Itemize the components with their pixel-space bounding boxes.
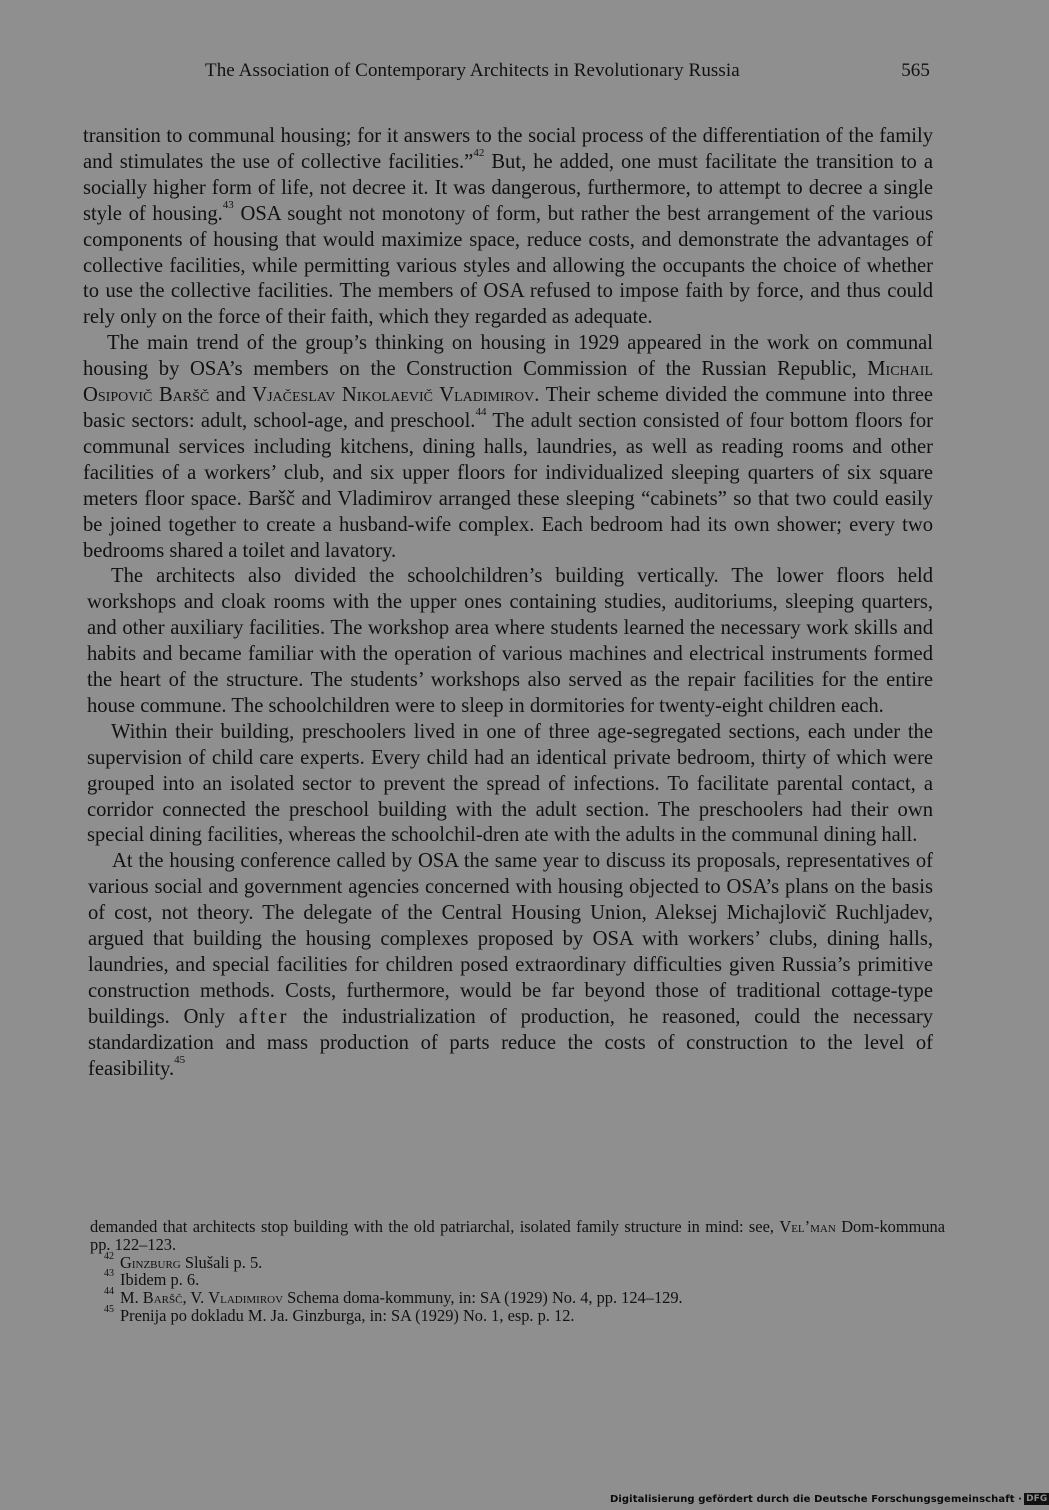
footnote-ref-45: 45 (174, 1053, 186, 1066)
footnote-continued: demanded that architects stop building with the old patriarchal, isolated family structure in mind: see, Vel’man Dom-kommuna pp. 122–123. (90, 1217, 945, 1254)
page-number: 565 (901, 60, 930, 81)
paragraph-1: transition to communal housing; for it answers to the social process of the differentiation of the family and stimulates the use of collective facilities.”$^{42}$ But, he added, one must facilitate the transition to a socially higher form of life, not decree it. It was dangerous, furthermore, to attempt to decree a single style of housing.$^{43}$ OSA sought not monotony of form, but rather the best arrangement of the various components of housing that would maximize space, reduce costs, and demonstrate the advantages of collective facilities, while permitting various styles and allowing the occupants the choice of whether to use the collective facilities. The members of OSA refused to impose faith by force, and thus could rely only on the force of their faith, which they regarded as adequate. (83, 125, 934, 329)
main-text (83, 124, 933, 1083)
footnotes (90, 1218, 945, 1325)
footnote-43: $^{43}$ Ibidem p. 6. (104, 1268, 200, 1290)
footnote-42: $^{42}$ Ginzburg Slušali p. 5. (104, 1250, 263, 1272)
paragraph-4: Within their building, preschoolers lived in one of three age-segregated sections, each under the supervision of child care experts. Every child had an identical private bedroom, thirty of which were grouped into an isolated sector to prevent the spread of infections. To facilitate parental contact, a corridor connected the preschool building with the adult section. The preschoolers had their own special dining facilities, whereas the schoolchil-dren ate with the adults in the communal dining hall. (87, 720, 933, 847)
paragraph-5: At the housing conference called by OSA the same year to discuss its proposals, representatives of various social and government agencies concerned with housing objected to OSA’s plans on the basis of cost, not theory. The delegate of the Central Housing Union, Aleksej Michajlovič Ruchljadev, argued that building the housing complexes proposed by OSA with workers’ clubs, dining halls, laundries, and special facilities for children posed extraordinary difficulties given Russia’s primitive construction methods. Costs, furthermore, would be far beyond those of traditional cottage-type buildings. Only after the industrialization of production, he reasoned, could the necessary standardization and mass production of parts reduce the costs of construction to the level of feasibility.$^{45}$ (88, 850, 933, 1080)
footnote-45: $^{45}$ Prenija po dokladu M. Ja. Ginzburga, in: SA (1929) No. 1, esp. p. 12. (104, 1303, 575, 1325)
digitization-credit (610, 1493, 1049, 1507)
footnote-ref-42: 42 (473, 146, 485, 159)
running-header (205, 60, 930, 88)
footnote-ref-43: 43 (222, 198, 234, 211)
emphasis-after: after (238, 1005, 289, 1028)
footnote-44: $^{44}$ M. Baršč, V. Vladimirov Schema doma-kommuny, in: SA (1929) No. 4, pp. 124–129. (104, 1286, 683, 1308)
paragraph-3: The architects also divided the schoolchildren’s building vertically. The lower floors held workshops and cloak rooms with the upper ones containing studies, auditoriums, sleeping quarters, and other auxiliary facilities. The workshop area where students learned the necessary work skills and habits and became familiar with the operation of various machines and electrical instruments formed the heart of the structure. The students’ workshops also served as the repair facilities for the entire house commune. The schoolchildren were to sleep in dormitories for twenty-eight children each. (87, 565, 933, 717)
person-name-barsc: Michail Osipovič Baršč (83, 358, 933, 407)
credit-text: Digitalisierung gefördert durch die Deutsche Forschungsgemeinschaft · (610, 1494, 1023, 1505)
footnote-ref-44: 44 (475, 405, 487, 418)
running-title: The Association of Contemporary Architects in Revolutionary Russia (205, 60, 740, 81)
dfg-logo: DFG (1026, 1494, 1048, 1504)
paragraph-2: The main trend of the group’s thinking on housing in 1929 appeared in the work on communal housing by OSA’s members on the Construction Commission of the Russian Republic, Michail Osipovič Baršč and Vjačeslav Nikolaevič Vladimirov. Their scheme divided the commune into three basic sectors: adult, school-age, and preschool.$^{44}$ The adult section consisted of four bottom floors for communal services including kitchens, dining halls, laundries, as well as reading rooms and other facilities of a workers’ club, and six upper floors for individualized sleeping quarters of six square meters floor space. Baršč and Vladimirov arranged these sleeping “cabinets” so that two could easily be joined together to create a husband-wife complex. Each bedroom had its own shower; every two bedrooms shared a toilet and lavatory. (83, 332, 934, 562)
person-name-vladimirov: Vjačeslav Nikolaevič Vladimirov (252, 384, 535, 407)
